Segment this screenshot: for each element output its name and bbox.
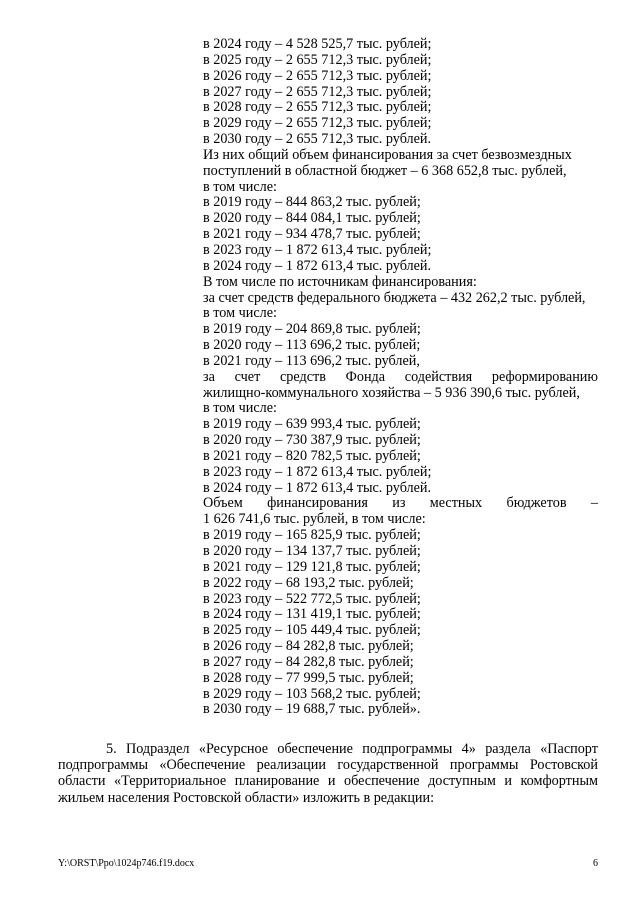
- word: за: [203, 368, 215, 385]
- word: раздела: [485, 741, 531, 757]
- word: реформированию: [491, 368, 598, 385]
- text-line: в 2027 году – 84 282,8 тыс. рублей;: [203, 653, 414, 670]
- page-number: 6: [593, 858, 598, 869]
- text-line: в 2024 году – 1 872 613,4 тыс. рублей.: [203, 479, 432, 496]
- word: подпрограммы: [362, 741, 453, 757]
- word: 4»: [461, 741, 476, 757]
- text-line: в 2019 году – 165 825,9 тыс. рублей;: [203, 527, 421, 544]
- word: подпрограммы: [58, 757, 148, 774]
- text-line: Из них общий объем финансирования за счет безвозмездных: [203, 146, 572, 163]
- text-line: в 2024 году – 4 528 525,7 тыс. рублей;: [203, 36, 432, 52]
- text-line: в 2020 году – 113 696,2 тыс. рублей;: [203, 337, 421, 354]
- file-path: Y:\ORST\Ppo\1024p746.f19.docx: [58, 858, 195, 869]
- word: области: [58, 773, 106, 790]
- text-line: поступлений в областной бюджет – 6 368 652,8 тыс. рублей,: [203, 162, 567, 179]
- paragraph-5: [58, 741, 598, 806]
- text-line: в 2021 году – 129 121,8 тыс. рублей;: [203, 558, 421, 575]
- text-line: жилищно-коммунального хозяйства – 5 936 390,6 тыс. рублей,: [203, 384, 580, 401]
- text-line: в 2024 году – 1 872 613,4 тыс. рублей.: [203, 257, 432, 274]
- text-line: в 2020 году – 730 387,9 тыс. рублей;: [203, 432, 421, 449]
- word: программы: [449, 757, 519, 774]
- text-line: жильем населения Ростовской области» изложить в редакции:: [58, 789, 435, 806]
- text-line: в 2023 году – 522 772,5 тыс. рублей;: [203, 590, 421, 607]
- text-line: в 2026 году – 84 282,8 тыс. рублей;: [203, 638, 414, 655]
- word: из: [392, 495, 406, 512]
- text-line: [203, 496, 598, 512]
- text-line: в 2023 году – 1 872 613,4 тыс. рублей;: [203, 241, 432, 258]
- text-line: в 2029 году – 2 655 712,3 тыс. рублей;: [203, 115, 432, 132]
- word: счет: [234, 368, 261, 385]
- word: и: [327, 773, 336, 790]
- word: «Обеспечение: [159, 757, 246, 774]
- word: доступным: [428, 773, 496, 790]
- text-line: в 2023 году – 1 872 613,4 тыс. рублей;: [203, 463, 432, 480]
- text-line: В том числе по источникам финансирования:: [203, 273, 477, 290]
- word: обеспечение: [344, 773, 420, 790]
- text-line: в 2028 году – 77 999,5 тыс. рублей;: [203, 669, 414, 686]
- word: финансирования: [267, 495, 368, 512]
- text-line: в 2026 году – 2 655 712,3 тыс. рублей;: [203, 67, 432, 84]
- word: –: [590, 495, 598, 512]
- word: планирование: [234, 773, 320, 790]
- word: «Паспорт: [540, 741, 598, 757]
- text-line: в 2028 году – 2 655 712,3 тыс. рублей;: [203, 99, 432, 116]
- text-line: [203, 370, 598, 386]
- word: комфортным: [520, 773, 598, 790]
- text-line: [58, 741, 598, 757]
- text-line: в 2027 году – 2 655 712,3 тыс. рублей;: [203, 83, 432, 100]
- text-line: в 2024 году – 131 419,1 тыс. рублей;: [203, 606, 421, 623]
- word: средств: [280, 368, 326, 385]
- text-line: в 2019 году – 204 869,8 тыс. рублей;: [203, 321, 421, 338]
- text-line: в 2021 году – 820 782,5 тыс. рублей;: [203, 447, 421, 464]
- text-line: в 2022 году – 68 193,2 тыс. рублей;: [203, 574, 414, 591]
- text-line: в 2029 году – 103 568,2 тыс. рублей;: [203, 685, 421, 702]
- word: Ростовской: [529, 757, 598, 774]
- word: Фонда: [345, 368, 386, 385]
- word: бюджетов: [506, 495, 567, 512]
- word: обеспечение: [277, 741, 353, 757]
- text-line: [58, 757, 598, 773]
- text-line: в 2020 году – 134 137,7 тыс. рублей;: [203, 543, 421, 559]
- text-line: в 2019 году – 639 993,4 тыс. рублей;: [203, 416, 421, 433]
- word: реализации: [256, 757, 326, 774]
- word: Объем: [203, 495, 243, 512]
- text-line: за счет средств федерального бюджета – 432 262,2 тыс. рублей,: [203, 289, 586, 306]
- word: и: [504, 773, 512, 790]
- text-line: в 2021 году – 934 478,7 тыс. рублей;: [203, 226, 421, 243]
- text-line: в 2030 году – 19 688,7 тыс. рублей».: [203, 701, 421, 718]
- text-line: в 2030 году – 2 655 712,3 тыс. рублей.: [203, 131, 432, 148]
- text-line: в 2021 году – 113 696,2 тыс. рублей,: [203, 352, 420, 369]
- text-line: в 2025 году – 2 655 712,3 тыс. рублей;: [203, 51, 432, 68]
- word: 5.: [106, 741, 117, 757]
- text-line: 1 626 741,6 тыс. рублей, в том числе:: [203, 511, 426, 528]
- text-line: в 2019 году – 844 863,2 тыс. рублей;: [203, 194, 421, 211]
- text-line: в том числе:: [203, 400, 277, 417]
- funding-list: [203, 37, 598, 718]
- text-line: в 2020 году – 844 084,1 тыс. рублей;: [203, 210, 421, 227]
- text-line: [58, 773, 598, 789]
- word: местных: [429, 495, 483, 512]
- text-line: в том числе:: [203, 305, 277, 322]
- text-line: в том числе:: [203, 178, 277, 195]
- word: содействия: [404, 368, 473, 385]
- word: «Территориальное: [113, 773, 227, 790]
- word: государственной: [337, 757, 439, 774]
- text-line: в 2025 году – 105 449,4 тыс. рублей;: [203, 622, 421, 639]
- word: «Ресурсное: [198, 741, 269, 757]
- word: Подраздел: [126, 741, 190, 757]
